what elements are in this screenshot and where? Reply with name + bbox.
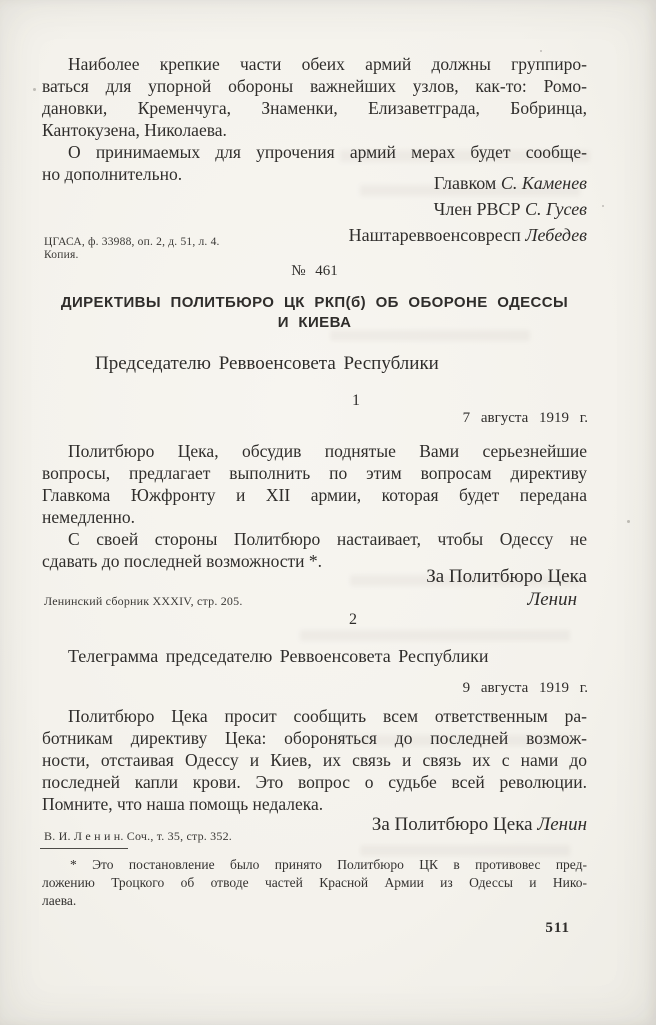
archive-reference-line: Копия. xyxy=(44,249,79,261)
section2-body-paragraphs xyxy=(42,705,587,815)
scan-speck xyxy=(33,88,36,91)
section2-source-reference: В. И. Л е н и н. Соч., т. 35, стр. 352. xyxy=(44,829,232,843)
signature-name: С. Гусев xyxy=(524,199,587,219)
doc460-body-paragraphs xyxy=(42,53,587,185)
section1-body-paragraphs xyxy=(42,440,587,572)
text-line: лаева. xyxy=(42,893,77,908)
signature-name: С. Каменев xyxy=(500,173,587,193)
footnote-separator-rule xyxy=(40,848,128,849)
section2-number: 2 xyxy=(349,611,357,628)
document-title-line: ДИРЕКТИВЫ ПОЛИТБЮРО ЦК РКП(б) ОБ ОБОРОНЕ ОДЕССЫ xyxy=(60,294,569,311)
closing-line: За Политбюро Цека xyxy=(371,814,533,835)
text-line: Политбюро Цека просит сообщить всем ответственным ра- xyxy=(68,706,587,726)
text-line: сдавать до последней возможности *. xyxy=(42,551,323,571)
text-line: но дополнительно. xyxy=(42,164,183,184)
signature-role: Наштареввоенсовресп xyxy=(348,225,521,245)
text-line: немедленно. xyxy=(42,507,136,527)
signature-name: Лебедев xyxy=(525,225,587,245)
addressee-line: Председателю Реввоенсовета Республики xyxy=(95,353,439,374)
text-line: О принимаемых для упрочения армий мерах будет сообще- xyxy=(68,142,587,162)
text-line: ности, отстаивая Одессу и Киев, их связь и связь их с нами до xyxy=(42,750,587,770)
text-line: ботникам директиву Цека: обороняться до последней возмож- xyxy=(42,728,587,748)
text-line: * Это постановление было принято Политбюро ЦК в противовес пред- xyxy=(70,857,587,872)
closing-signature: Ленин xyxy=(537,814,587,835)
scan-speck xyxy=(602,205,604,207)
text-line: Помните, что наша помощь недалека. xyxy=(42,794,324,814)
section2-heading: Телеграмма председателю Реввоенсовета Республики xyxy=(68,646,489,666)
section1-source-reference: Ленинский сборник XXXIV, стр. 205. xyxy=(44,594,243,608)
section1-number: 1 xyxy=(352,392,360,409)
section2-date: 9 августа 1919 г. xyxy=(462,680,588,696)
text-line: Кантокузена, Николаева. xyxy=(42,120,227,140)
scan-speck xyxy=(627,520,630,523)
signature-role: Член РВСР xyxy=(433,199,521,219)
section1-date: 7 августа 1919 г. xyxy=(462,410,588,426)
archive-reference xyxy=(44,236,344,262)
text-line: Политбюро Цека, обсудив поднятые Вами серьезнейшие xyxy=(68,441,587,461)
text-line: последней капли крови. Это вопрос о судьбе всей революции. xyxy=(42,772,587,792)
signature-line xyxy=(42,170,587,196)
text-line: ваться для упорной обороны важнейших узлов, как-то: Ромо- xyxy=(42,76,587,96)
text-line: дановки, Кременчуга, Знаменки, Елизаветграда, Бобринца, xyxy=(42,98,587,118)
text-line: Главкома Южфронту и XII армии, которая будет передана xyxy=(42,485,587,505)
text-line: Наиболее крепкие части обеих армий должны группиро- xyxy=(68,54,587,74)
document-title xyxy=(42,293,587,333)
footnote-text xyxy=(42,856,587,910)
scan-bleedthrough xyxy=(300,630,570,641)
signature-line xyxy=(42,196,587,222)
closing-signature: Ленин xyxy=(527,589,577,610)
text-line: ложению Троцкого об отводе частей Красной Армии из Одессы и Нико- xyxy=(42,875,587,890)
text-line: С своей стороны Политбюро настаивает, чтобы Одессу не xyxy=(68,529,587,549)
document-number: № 461 xyxy=(291,263,338,279)
archive-reference-line: ЦГАСА, ф. 33988, оп. 2, д. 51, л. 4. xyxy=(44,236,220,248)
text-line: вопросы, предлагает выполнить по этим вопросам директиву xyxy=(42,463,587,483)
document-title-line: И КИЕВА xyxy=(277,314,352,331)
signature-role: Главком xyxy=(433,173,497,193)
closing-line: За Политбюро Цека xyxy=(426,566,587,587)
scan-speck xyxy=(540,50,542,52)
page-number: 511 xyxy=(545,920,570,936)
scan-bleedthrough xyxy=(360,845,570,856)
